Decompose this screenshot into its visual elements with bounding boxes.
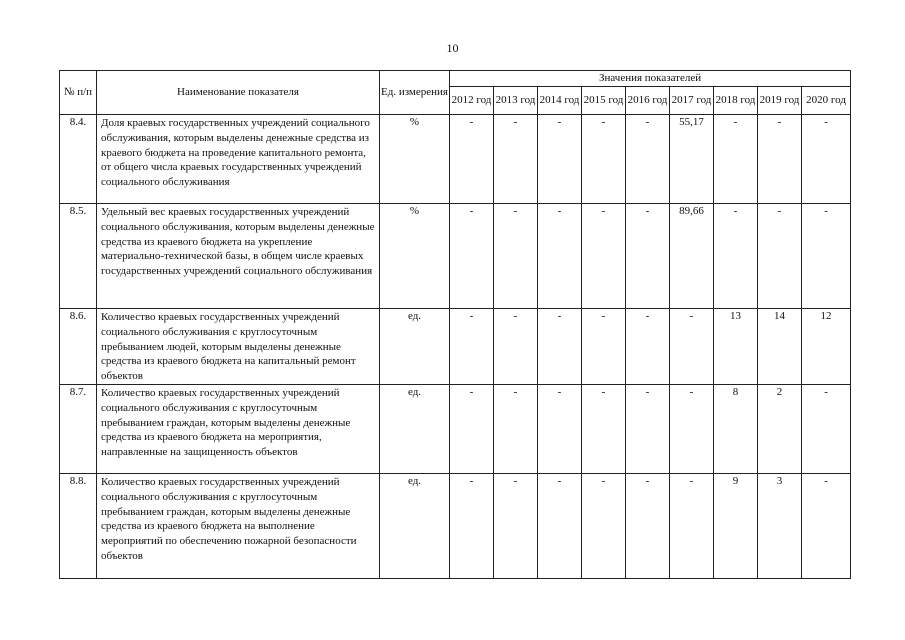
indicator-name: Количество краевых государственных учреждений социального обслуживания с круглосуточным пребыванием граждан, которым выделены денежные средства из краевого бюджета на выполнение мероприятий по обеспечению пожарной безопасности объектов <box>97 473 380 578</box>
value-cell: - <box>538 115 582 204</box>
header-year: 2020 год <box>802 87 851 115</box>
value-cell: 2 <box>758 384 802 473</box>
value-cell: - <box>582 309 626 385</box>
header-year: 2012 год <box>450 87 494 115</box>
value-cell: - <box>450 115 494 204</box>
table-row <box>60 384 851 473</box>
value-cell: 3 <box>758 473 802 578</box>
table-row <box>60 115 851 204</box>
value-cell: 8 <box>714 384 758 473</box>
indicators-table <box>59 70 851 579</box>
row-number: 8.7. <box>60 384 97 473</box>
value-cell: - <box>670 473 714 578</box>
table-body <box>60 115 851 579</box>
value-cell: - <box>494 473 538 578</box>
header-name: Наименование показателя <box>97 71 380 115</box>
table-header <box>60 71 851 115</box>
indicator-name: Доля краевых государственных учреждений социального обслуживания, которым выделены денежные средства из краевого бюджета на проведение капитального ремонта, от общего числа краевых государственных учреждений социального обслуживания <box>97 115 380 204</box>
value-cell: - <box>626 384 670 473</box>
indicator-name: Количество краевых государственных учреждений социального обслуживания с круглосуточным пребыванием людей, которым выделены денежные средства из краевого бюджета на капитальный ремонт объектов <box>97 309 380 385</box>
row-number: 8.8. <box>60 473 97 578</box>
table-row <box>60 473 851 578</box>
header-year: 2013 год <box>494 87 538 115</box>
value-cell: - <box>450 309 494 385</box>
header-year: 2014 год <box>538 87 582 115</box>
value-cell: - <box>802 115 851 204</box>
value-cell: 12 <box>802 309 851 385</box>
row-number: 8.4. <box>60 115 97 204</box>
value-cell: - <box>538 309 582 385</box>
value-cell: - <box>538 384 582 473</box>
header-year: 2018 год <box>714 87 758 115</box>
value-cell: - <box>758 204 802 309</box>
table-row <box>60 309 851 385</box>
value-cell: 14 <box>758 309 802 385</box>
table-row <box>60 204 851 309</box>
value-cell: - <box>714 204 758 309</box>
unit-cell: ед. <box>380 473 450 578</box>
indicator-name: Количество краевых государственных учреждений социального обслуживания с круглосуточным пребыванием граждан, которым выделены денежные средства из краевого бюджета на мероприятия, направленные на защищенность объектов <box>97 384 380 473</box>
unit-cell: ед. <box>380 384 450 473</box>
header-year: 2015 год <box>582 87 626 115</box>
value-cell: - <box>582 204 626 309</box>
page-number: 10 <box>446 41 459 55</box>
value-cell: 9 <box>714 473 758 578</box>
header-num: № п/п <box>60 71 97 115</box>
value-cell: - <box>494 384 538 473</box>
value-cell: - <box>626 115 670 204</box>
row-number: 8.5. <box>60 204 97 309</box>
row-number: 8.6. <box>60 309 97 385</box>
value-cell: - <box>670 384 714 473</box>
header-year: 2016 год <box>626 87 670 115</box>
value-cell: - <box>626 204 670 309</box>
value-cell: 13 <box>714 309 758 385</box>
value-cell: - <box>538 473 582 578</box>
value-cell: - <box>670 309 714 385</box>
value-cell: - <box>494 204 538 309</box>
header-year: 2019 год <box>758 87 802 115</box>
unit-cell: % <box>380 115 450 204</box>
value-cell: - <box>450 384 494 473</box>
value-cell: - <box>582 473 626 578</box>
value-cell: - <box>802 384 851 473</box>
value-cell: - <box>802 473 851 578</box>
value-cell: - <box>494 115 538 204</box>
value-cell: - <box>582 115 626 204</box>
unit-cell: ед. <box>380 309 450 385</box>
value-cell: - <box>450 473 494 578</box>
indicator-name: Удельный вес краевых государственных учреждений социального обслуживания, которым выделены денежные средства из краевого бюджета на укрепление материально-технической базы, в общем числе краевых государственных учреждений социального обслуживания <box>97 204 380 309</box>
header-unit: Ед. измерения <box>380 71 450 115</box>
value-cell: - <box>494 309 538 385</box>
header-year: 2017 год <box>670 87 714 115</box>
unit-cell: % <box>380 204 450 309</box>
value-cell: - <box>802 204 851 309</box>
header-values-group: Значения показателей <box>450 71 851 87</box>
value-cell: - <box>714 115 758 204</box>
value-cell: - <box>758 115 802 204</box>
value-cell: 89,66 <box>670 204 714 309</box>
value-cell: - <box>582 384 626 473</box>
value-cell: - <box>626 309 670 385</box>
value-cell: - <box>450 204 494 309</box>
value-cell: - <box>626 473 670 578</box>
value-cell: 55,17 <box>670 115 714 204</box>
value-cell: - <box>538 204 582 309</box>
